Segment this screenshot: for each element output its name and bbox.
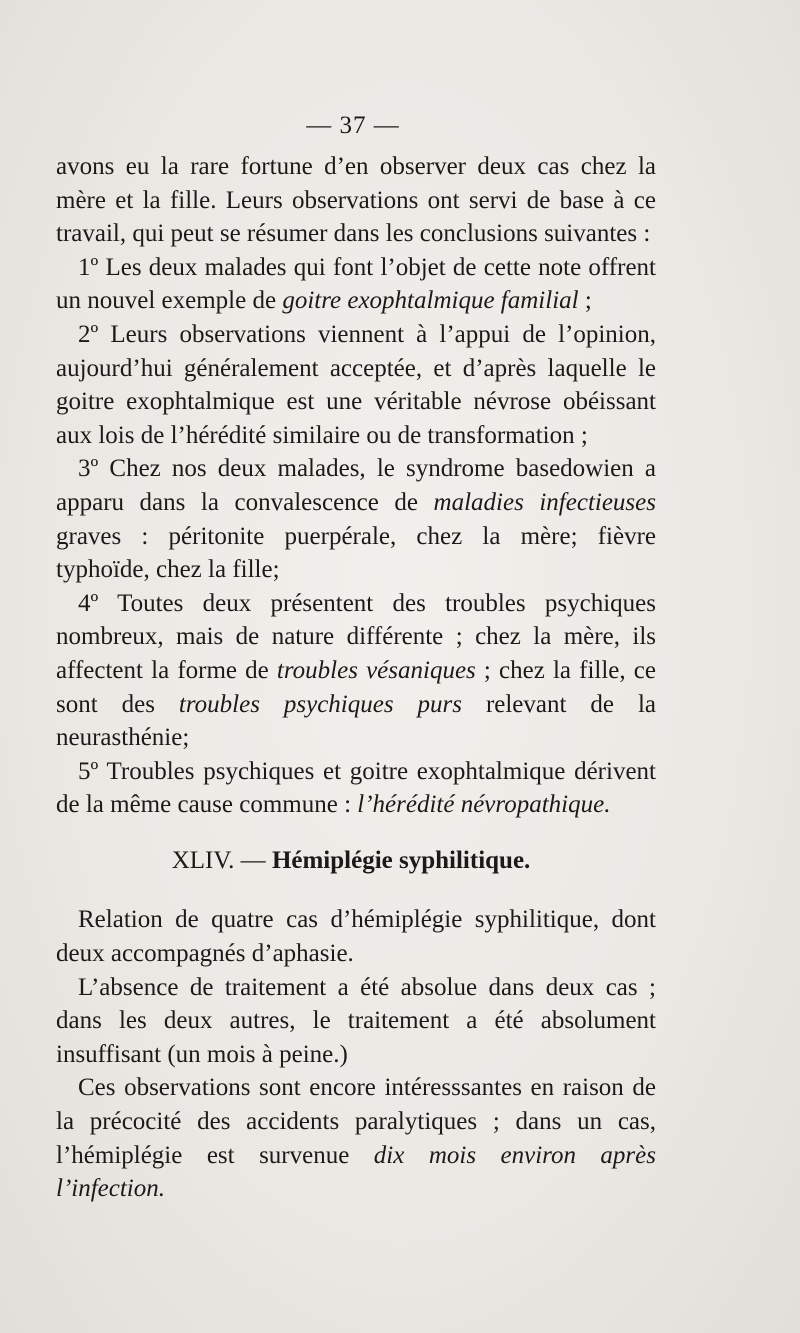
conclusion-1-emphasis: goitre exophtalmique familial <box>282 287 579 315</box>
conclusion-4-emphasis-2: troubles psychiques purs <box>178 690 462 718</box>
conclusion-5 <box>56 755 656 822</box>
conclusion-3-end: graves : péritonite puerpérale, chez la mère; fièvre typhoïde, chez la fille; <box>56 522 656 584</box>
conclusion-5-emphasis: l’hérédité névropathique. <box>357 791 611 819</box>
conclusion-3-text: 3º Chez nos deux malades, le syndrome basedowien a apparu dans la convalescence de <box>56 455 656 516</box>
conclusion-1-end: ; <box>578 287 592 315</box>
conclusion-1 <box>56 251 656 318</box>
section-number: XLIV. — <box>171 846 272 874</box>
conclusion-3-emphasis: maladies infectieuses <box>433 488 656 516</box>
section-title: Hémiplégie syphilitique. <box>271 846 531 874</box>
page-number: — 37 — <box>306 112 400 139</box>
page-body <box>56 150 656 1206</box>
paragraph-observations <box>56 1071 656 1205</box>
paragraph-relation: Relation de quatre cas d’hémiplégie syphilitique, dont deux accompagnés d’aphasie. <box>56 906 656 968</box>
conclusion-3 <box>56 452 656 586</box>
conclusion-4 <box>56 587 656 755</box>
conclusion-4-middle: ; chez la fille, ce sont des <box>56 656 656 718</box>
paragraph-observations-emphasis: dix mois environ après l’infection. <box>56 1141 656 1203</box>
conclusion-2: 2º Leurs observations viennent à l’appui de l’opinion, aujourd’hui généralement acceptée, et d’après laquelle le goitre exophtalmique est une véritable névrose obéissant aux lois de l’hérédité similaire ou de transformation ; <box>56 320 656 449</box>
conclusion-1-text: 1º Les deux malades qui font l’objet de cette note offrent un nouvel exemple de <box>56 253 656 315</box>
conclusion-4-emphasis-1: troubles vésaniques <box>276 656 476 684</box>
paragraph-intro: avons eu la rare fortune d’en observer deux cas chez la mère et la fille. Leurs observations ont servi de base à ce travail, qui peut se résumer dans les conclusions suivantes : <box>56 153 656 248</box>
paragraph-observations-text: Ces observations sont encore intéresssantes en raison de la précocité des accidents paralytiques ; dans un cas, l’hémiplégie est survenue <box>56 1074 656 1169</box>
paragraph-treatment: L’absence de traitement a été absolue dans deux cas ; dans les deux autres, le traitement a été absolument insuffisant (un mois à peine.) <box>56 973 656 1068</box>
conclusion-5-text: 5º Troubles psychiques et goitre exophtalmique dérivent de la même cause commune : <box>56 757 656 819</box>
conclusion-4-end: relevant de la neurasthénie; <box>56 690 656 752</box>
section-heading <box>56 844 656 878</box>
conclusion-4-text: 4º Toutes deux présentent des troubles psychiques nombreux, mais de nature différente ; chez la mère, ils affectent la forme de <box>56 589 656 684</box>
